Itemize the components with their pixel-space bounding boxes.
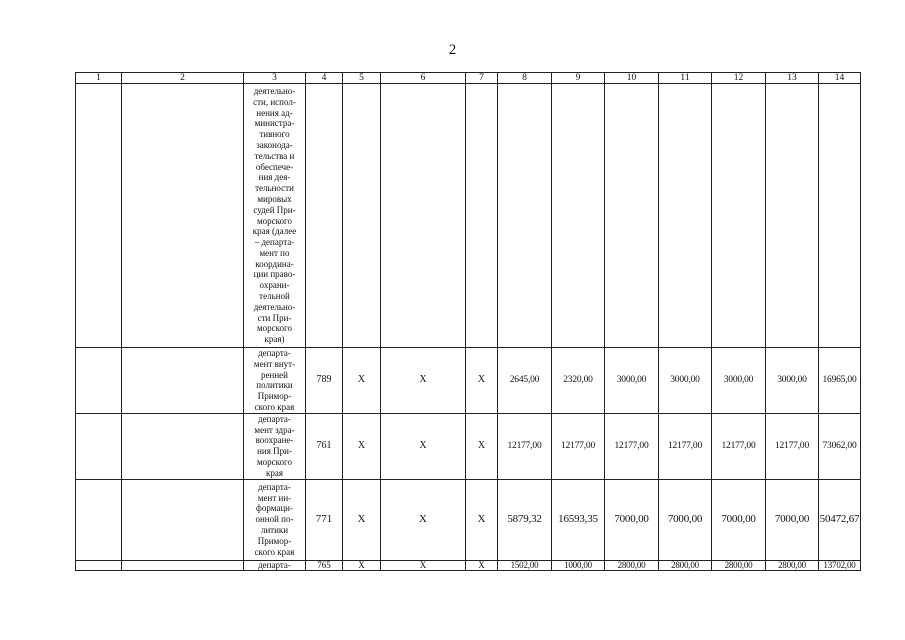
cell-amount-col10: 2800,00: [605, 560, 659, 570]
table-row: [76, 413, 861, 479]
table-row: [76, 479, 861, 560]
header-cell: 3: [244, 73, 306, 84]
cell-amount-col11: 7000,00: [659, 479, 712, 560]
department-name-line: тельной: [259, 291, 290, 302]
cell-amount-col13: 2800,00: [766, 560, 819, 570]
cell-col5: Х: [343, 348, 381, 414]
cell-amount-col13: 7000,00: [766, 479, 819, 560]
department-name-line: мировых: [257, 193, 292, 204]
page-number: 2: [448, 42, 457, 58]
header-cell: 6: [381, 73, 466, 84]
department-name-line: ния дея-: [258, 172, 291, 183]
department-name-line: тивного: [259, 129, 290, 140]
cell-amount-col10: 3000,00: [605, 348, 659, 414]
department-name-line: обеспече-: [255, 161, 294, 172]
budget-table: [75, 72, 861, 571]
cell-col2: [122, 413, 244, 479]
header-cell: 2: [122, 73, 244, 84]
cell-col5: Х: [343, 560, 381, 570]
header-cell: 13: [766, 73, 819, 84]
department-name-line: Примор-: [257, 535, 292, 546]
department-name-line: формаци-: [256, 503, 293, 514]
cell-col2: [122, 84, 244, 348]
cell-amount-col12: 7000,00: [712, 479, 766, 560]
cell-code: 771: [306, 479, 343, 560]
cell-col7: Х: [466, 560, 498, 570]
header-cell: 5: [343, 73, 381, 84]
header-cell: 12: [712, 73, 766, 84]
cell-department-name: [244, 348, 306, 414]
cell-amount-col12: 12177,00: [712, 413, 766, 479]
header-cell: 10: [605, 73, 659, 84]
cell-col5: Х: [343, 413, 381, 479]
cell-col6: Х: [381, 560, 466, 570]
department-name-line: департа-: [258, 413, 291, 424]
cell-col1: [76, 413, 122, 479]
cell-col1: [76, 479, 122, 560]
department-name-line: Примор-: [257, 391, 292, 402]
department-name-line: координа-: [255, 258, 294, 269]
cell-col1: [76, 348, 122, 414]
department-name-line: – департа-: [254, 237, 295, 248]
cell-amount-col11: 3000,00: [659, 348, 712, 414]
cell-amount-col8: 2645,00: [498, 348, 552, 414]
header-cell: 14: [819, 73, 861, 84]
department-name-line: края (далее: [252, 226, 297, 237]
header-cell: 11: [659, 73, 712, 84]
cell-col5: [343, 84, 381, 348]
cell-col7: [466, 84, 498, 348]
department-name-line: министра-: [254, 118, 295, 129]
department-name-line: онной по-: [255, 514, 294, 525]
department-name-line: нения ад-: [256, 107, 293, 118]
table-row: [76, 84, 861, 348]
cell-col6: Х: [381, 348, 466, 414]
cell-amount-col14: 13702,00: [819, 560, 861, 570]
cell-amount-col14: 73062,00: [819, 413, 861, 479]
cell-amount-col9: 16593,35: [552, 479, 605, 560]
cell-department-name: [244, 560, 306, 570]
cell-col6: [381, 84, 466, 348]
table-row: [76, 348, 861, 414]
cell-col2: [122, 348, 244, 414]
cell-amount-col13: [766, 84, 819, 348]
department-name-line: законода-: [256, 139, 293, 150]
department-name-line: края): [264, 334, 285, 345]
department-name-line: деятельно-: [253, 301, 296, 312]
department-name-line: мент ин-: [257, 492, 292, 503]
cell-col6: Х: [381, 479, 466, 560]
department-name-line: морского: [256, 456, 293, 467]
department-name-line: департа-: [258, 481, 291, 492]
cell-col6: Х: [381, 413, 466, 479]
department-name-line: тельности: [255, 183, 294, 194]
cell-code: [306, 84, 343, 348]
cell-amount-col9: 12177,00: [552, 413, 605, 479]
table-body: [76, 84, 861, 571]
department-name-line: департа-: [258, 348, 291, 358]
cell-col7: Х: [466, 413, 498, 479]
cell-col1: [76, 84, 122, 348]
department-name-line: ского края: [254, 401, 295, 412]
header-cell: 8: [498, 73, 552, 84]
cell-col2: [122, 560, 244, 570]
cell-amount-col12: [712, 84, 766, 348]
cell-col7: Х: [466, 479, 498, 560]
department-name-line: сти При-: [257, 312, 292, 323]
department-name-line: литики: [260, 524, 289, 535]
cell-code: 789: [306, 348, 343, 414]
department-name-line: тельства и: [254, 150, 295, 161]
department-name-line: края: [265, 467, 283, 478]
department-name-line: ции право-: [253, 269, 296, 280]
cell-col5: Х: [343, 479, 381, 560]
cell-amount-col14: 50472,67: [819, 479, 861, 560]
department-name-line: воохране-: [255, 435, 294, 446]
cell-col7: Х: [466, 348, 498, 414]
department-name-line: мент здра-: [254, 424, 295, 435]
department-name-line: морского: [256, 323, 293, 334]
cell-amount-col8: [498, 84, 552, 348]
department-name-line: деятельно-: [253, 85, 296, 96]
header-row: [76, 73, 861, 84]
department-name-line: ния При-: [257, 446, 292, 457]
department-name-line: морского: [256, 215, 293, 226]
department-name-line: сти, испол-: [253, 96, 296, 107]
cell-amount-col9: 2320,00: [552, 348, 605, 414]
cell-amount-col9: [552, 84, 605, 348]
cell-amount-col10: [605, 84, 659, 348]
cell-amount-col12: 2800,00: [712, 560, 766, 570]
cell-amount-col11: 2800,00: [659, 560, 712, 570]
cell-amount-col14: 16965,00: [819, 348, 861, 414]
department-name-line: ского края: [254, 546, 295, 557]
cell-amount-col13: 3000,00: [766, 348, 819, 414]
header-cell: 4: [306, 73, 343, 84]
cell-col2: [122, 479, 244, 560]
cell-amount-col11: 12177,00: [659, 413, 712, 479]
cell-code: 765: [306, 560, 343, 570]
department-name-line: мент по: [259, 247, 290, 258]
department-name-line: охрани-: [259, 280, 290, 291]
header-cell: 9: [552, 73, 605, 84]
cell-amount-col13: 12177,00: [766, 413, 819, 479]
cell-amount-col8: 5879,32: [498, 479, 552, 560]
cell-code: 761: [306, 413, 343, 479]
cell-department-name: [244, 479, 306, 560]
cell-col1: [76, 560, 122, 570]
department-name-line: политики: [256, 380, 293, 391]
header-cell: 1: [76, 73, 122, 84]
cell-amount-col12: 3000,00: [712, 348, 766, 414]
department-name-line: мент внут-: [253, 358, 296, 369]
cell-department-name: [244, 413, 306, 479]
department-name-line: ренней: [261, 369, 288, 380]
department-name-line: судей При-: [253, 204, 296, 215]
table-row: [76, 560, 861, 570]
cell-amount-col9: 1000,00: [552, 560, 605, 570]
cell-amount-col10: 12177,00: [605, 413, 659, 479]
header-cell: 7: [466, 73, 498, 84]
cell-department-name: [244, 84, 306, 348]
department-name-line: департа-: [258, 560, 291, 570]
cell-amount-col14: [819, 84, 861, 348]
cell-amount-col11: [659, 84, 712, 348]
cell-amount-col8: 12177,00: [498, 413, 552, 479]
cell-amount-col8: 1502,00: [498, 560, 552, 570]
cell-amount-col10: 7000,00: [605, 479, 659, 560]
